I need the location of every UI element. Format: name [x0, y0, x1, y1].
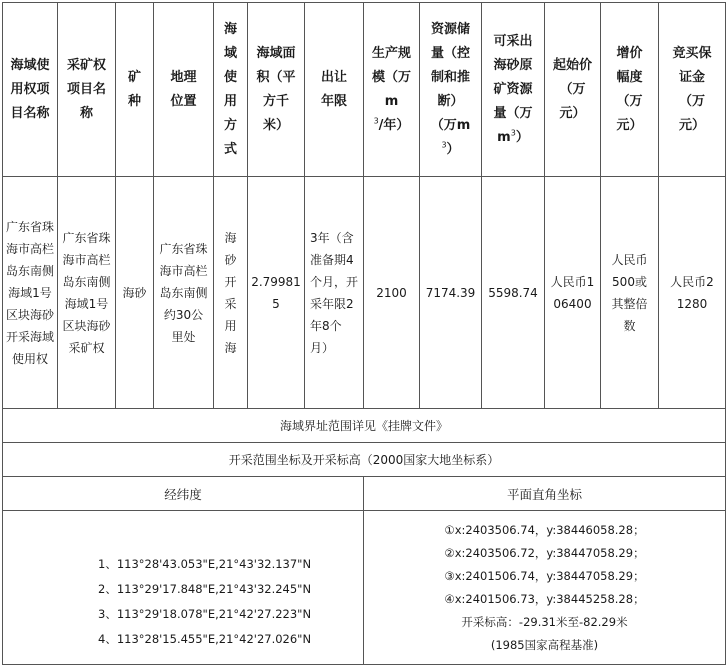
header-scale: 生产规模（万$m^3/$年）: [364, 3, 420, 177]
elevation-datum: (1985国家高程基准): [490, 637, 599, 652]
plane-header: 平面直角坐标: [364, 477, 726, 511]
lonlat-item: 1、113°28'43.053"E,21°43'32.137"N: [98, 556, 312, 571]
recoverable-cell: 5598.74: [482, 177, 545, 409]
mining-name-cell: 广东省珠海市高栏岛东南侧海域1号区块海砂采矿权: [58, 177, 116, 409]
header-recoverable: 可采出海砂原矿资源量（万$m^3$）: [482, 3, 545, 177]
location-cell: 广东省珠海市高栏岛东南侧约30公里处: [154, 177, 214, 409]
lonlat-item: 4、113°28'15.455"E,21°42'27.026"N: [98, 631, 312, 646]
plane-item: ④x:2401506.73，y:38445258.28；: [444, 591, 645, 606]
coords-title: 开采范围坐标及开采标高（2000国家大地坐标系）: [3, 443, 726, 477]
header-location: 地理位置: [154, 3, 214, 177]
scale-cell: 2100: [364, 177, 420, 409]
header-use-method: 海域使用方式: [214, 3, 248, 177]
plane-item: ②x:2403506.72，y:38447058.29；: [444, 545, 645, 560]
mineral-cell: 海砂: [116, 177, 154, 409]
lonlat-header: 经纬度: [3, 477, 364, 511]
plane-item: ①x:2403506.74，y:38446058.28；: [444, 522, 645, 537]
deposit-cell: 人民币21280: [659, 177, 726, 409]
start-price-cell: 人民币106400: [545, 177, 601, 409]
data-row: [3, 177, 726, 409]
increment-cell: 人民币500或其整倍数: [601, 177, 659, 409]
area-cell: 2.799815: [248, 177, 305, 409]
lonlat-item: 2、113°29'17.848"E,21°43'32.245"N: [98, 581, 312, 596]
header-increment: 增价幅度（万元）: [601, 3, 659, 177]
coords-header-row: [3, 477, 726, 511]
coords-data-row: [3, 511, 726, 665]
auction-table: [2, 2, 726, 665]
elevation: 开采标高：-29.31米至-82.29米: [461, 614, 628, 629]
header-term: 出让年限: [305, 3, 364, 177]
coords-title-row: [3, 443, 726, 477]
plane-item: ③x:2401506.74，y:38447058.29；: [444, 568, 645, 583]
header-reserves: 资源储量（控制和推断）（万$m^3$）: [420, 3, 482, 177]
sea-use-name-cell: 广东省珠海市高栏岛东南侧海域1号区块海砂开采海域使用权: [3, 177, 58, 409]
header-area: 海域面积（平方千米）: [248, 3, 305, 177]
reserves-cell: 7174.39: [420, 177, 482, 409]
lonlat-item: 3、113°29'18.078"E,21°42'27.223"N: [98, 606, 312, 621]
header-start-price: 起始价（万元）: [545, 3, 601, 177]
header-deposit: 竞买保证金（万元）: [659, 3, 726, 177]
term-cell: 3年（含准备期4个月，开采年限2年8个月）: [305, 177, 364, 409]
lonlat-list: [3, 511, 364, 665]
header-sea-use-name: 海域使用权项目名称: [3, 3, 58, 177]
plane-list: [364, 511, 726, 665]
header-mineral: 矿种: [116, 3, 154, 177]
header-mining-name: 采矿权项目名称: [58, 3, 116, 177]
boundary-note-row: [3, 409, 726, 443]
header-row: [3, 3, 726, 177]
use-method-cell: 海砂开采用海: [214, 177, 248, 409]
boundary-note: 海域界址范围详见《挂牌文件》: [3, 409, 726, 443]
